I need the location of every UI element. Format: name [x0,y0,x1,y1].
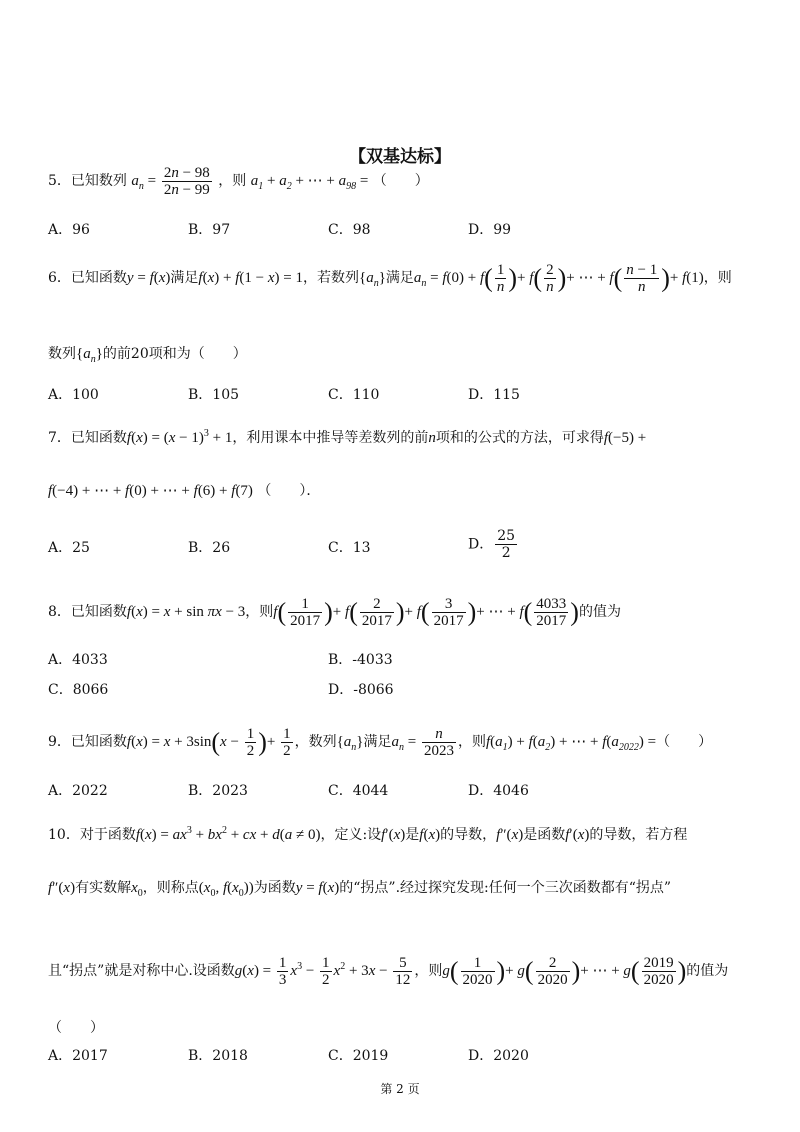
q6-sequence-ref: $\{a_n\}$ [76,346,103,365]
q9-sequence: $\{a_n\}$ [336,733,364,753]
q10-sum-expression: g( $\frac{1}{2020}$ )+ g( $\frac{2}{2020}$ )+ ⋯ + g( $\frac{2019}{2020}$ ) [442,955,687,988]
q6-function: y = f(x) [126,269,171,286]
q10-option-b[interactable]: B．2018 [188,1048,248,1064]
question-5-stem: 5．已知数列 $a_n$ = $\frac{2n - 98}{2n - 99}$ ，则 $a_1 + a_2$ + ⋯ + $a_{98}$ = （ ） [48,165,429,198]
q6-option-d[interactable]: D．115 [468,387,520,403]
q10-inflection-point: ($x_0$, $f(x_0)$) [198,880,254,899]
q9-option-a[interactable]: A．2022 [48,783,108,799]
q7-option-d-fraction: $\frac{25}{2}$ [497,528,516,561]
q9-sequence-definition: $a_n$ = $\frac{n}{2023}$ [391,726,454,759]
question-10-stem-line3: 且“拐点”就是对称中心.设函数g(x) = $\frac{1}{3}$ $x^3$ − $\frac{1}{2}$ $x^2 + 3x$ − $\frac{5}{12}$ ，则g( $\frac{1}{2020}$ )+ g( $\frac{2}{2020}$ )+ ⋯ + g( $\frac{2019}{2020}$ )的值为 [48,955,729,988]
q7-option-c[interactable]: C．13 [328,540,371,556]
q9-option-b[interactable]: B．2023 [188,783,248,799]
q7-option-a[interactable]: A．25 [48,540,90,556]
question-6-stem-line2: 数列$\{a_n\}$的前20项和为（ ） [48,346,247,365]
q6-sequence: $\{a_n\}$ [359,269,386,289]
q7-function: $f(x) = (x - 1)^3 + 1$ [126,428,233,446]
question-7-stem-line2: f(−4) + ⋯ + f(0) + ⋯ + f(6) + f(7) （ ）． [48,483,321,499]
question-8-stem: 8．已知函数f(x) = x + sin πx − 3，则f( $\frac{1}{2017}$ )+ f( $\frac{2}{2017}$ )+ f( $\frac{3}{2017}$ )+ ⋯ + f( $\frac{4033}{2017}$ )的值为 [48,596,621,629]
q5-option-c[interactable]: C．98 [328,222,371,238]
q10-function-g: g(x) = $\frac{1}{3}$ $x^3$ − $\frac{1}{2}$ $x^2 + 3x$ − $\frac{5}{12}$ [234,955,411,988]
question-10-stem-line2: f″(x)有实数解$x_0$，则称点($x_0$, $f(x_0)$)为函数y = f(x)的“拐点”.经过探究发现:任何一个三次函数都有“拐点” [48,880,672,899]
question-10-stem-line4: （ ） [48,1020,104,1036]
q10-option-c[interactable]: C．2019 [328,1048,389,1064]
q7-sum-start: f(−5) + [603,430,647,446]
q8-option-a[interactable]: A．4033 [48,652,108,668]
question-10-stem-line1: 10．对于函数$f(x) = ax^3 + bx^2$ + cx + d(a ≠ 0)，定义:设f′(x)是f(x)的导数，f″(x)是函数f′(x)的导数，若方程 [48,825,688,843]
q6-option-c[interactable]: C．110 [328,387,380,403]
page-number: 第 2 页 [380,1082,420,1096]
q7-option-b[interactable]: B．26 [188,540,231,556]
section-title: 【双基达标】 [349,147,451,167]
q7-sum-expression: f(−4) + ⋯ + f(0) + ⋯ + f(6) + f(7) [48,483,253,499]
q8-option-d[interactable]: D．-8066 [328,682,394,698]
q7-option-d[interactable]: D． $\frac{25}{2}$ [468,528,516,561]
q9-option-c[interactable]: C．4044 [328,783,389,799]
question-6-stem-line1: 6．已知函数y = f(x)满足f(x) + f(1 − x) = 1，若数列$\{a_n\}$满足$a_n = f(0) + f$( $\frac{1}{n}$ )+ f( $\frac{2}{n}$ )+ ⋯ + f( $\frac{n - 1}{n}$ )+ f(1)，则 [48,262,732,295]
question-9-stem: 9．已知函数f(x) = x + 3sin(x − $\frac{1}{2}$ )+ $\frac{1}{2}$ ，数列$\{a_n\}$满足$a_n$ = $\frac{n}{2023}$ ，则$f(a_1) + f(a_2)$ + ⋯ + $f(a_{2022})$ =（ ） [48,726,713,759]
q10-function: $f(x) = ax^3 + bx^2$ + cx + d(a ≠ 0) [135,825,321,843]
q9-function: f(x) = x + 3sin(x − $\frac{1}{2}$ )+ $\frac{1}{2}$ [126,726,291,759]
q5-option-d[interactable]: D．99 [468,222,512,238]
q9-sum-expression: $f(a_1) + f(a_2)$ + ⋯ + $f(a_{2022})$ = [485,733,657,753]
q10-option-d[interactable]: D．2020 [468,1048,529,1064]
q6-option-b[interactable]: B．105 [188,387,240,403]
q8-option-b[interactable]: B．-4033 [328,652,393,668]
q8-function: f(x) = x + sin πx − 3 [126,603,246,620]
q5-option-a[interactable]: A．96 [48,222,90,238]
question-7-stem-line1: 7．已知函数$f(x) = (x - 1)^3 + 1$，利用课本中推导等差数列的前n项和的公式的方法，可求得f(−5) + [48,428,647,446]
q10-option-a[interactable]: A．2017 [48,1048,108,1064]
q6-condition: f(x) + f(1 − x) = 1 [198,269,303,286]
q9-option-d[interactable]: D．4046 [468,783,529,799]
q5-sequence-formula: $a_n$ = $\frac{2n - 98}{2n - 99}$ [131,165,210,198]
q8-sum-expression: f( $\frac{1}{2017}$ )+ f( $\frac{2}{2017}$ )+ f( $\frac{3}{2017}$ )+ ⋯ + f( $\frac{4033}{2017}$ ) [273,596,579,629]
q5-sum-expression: $a_1 + a_2$ + ⋯ + $a_{98}$ = [250,172,369,192]
q6-sequence-definition: $a_n = f(0) + f$( $\frac{1}{n}$ )+ f( $\frac{2}{n}$ )+ ⋯ + f( $\frac{n - 1}{n}$ )+ f(1) [413,262,704,295]
q6-option-a[interactable]: A．100 [48,387,99,403]
q5-option-b[interactable]: B．97 [188,222,231,238]
q8-option-c[interactable]: C．8066 [48,682,109,698]
